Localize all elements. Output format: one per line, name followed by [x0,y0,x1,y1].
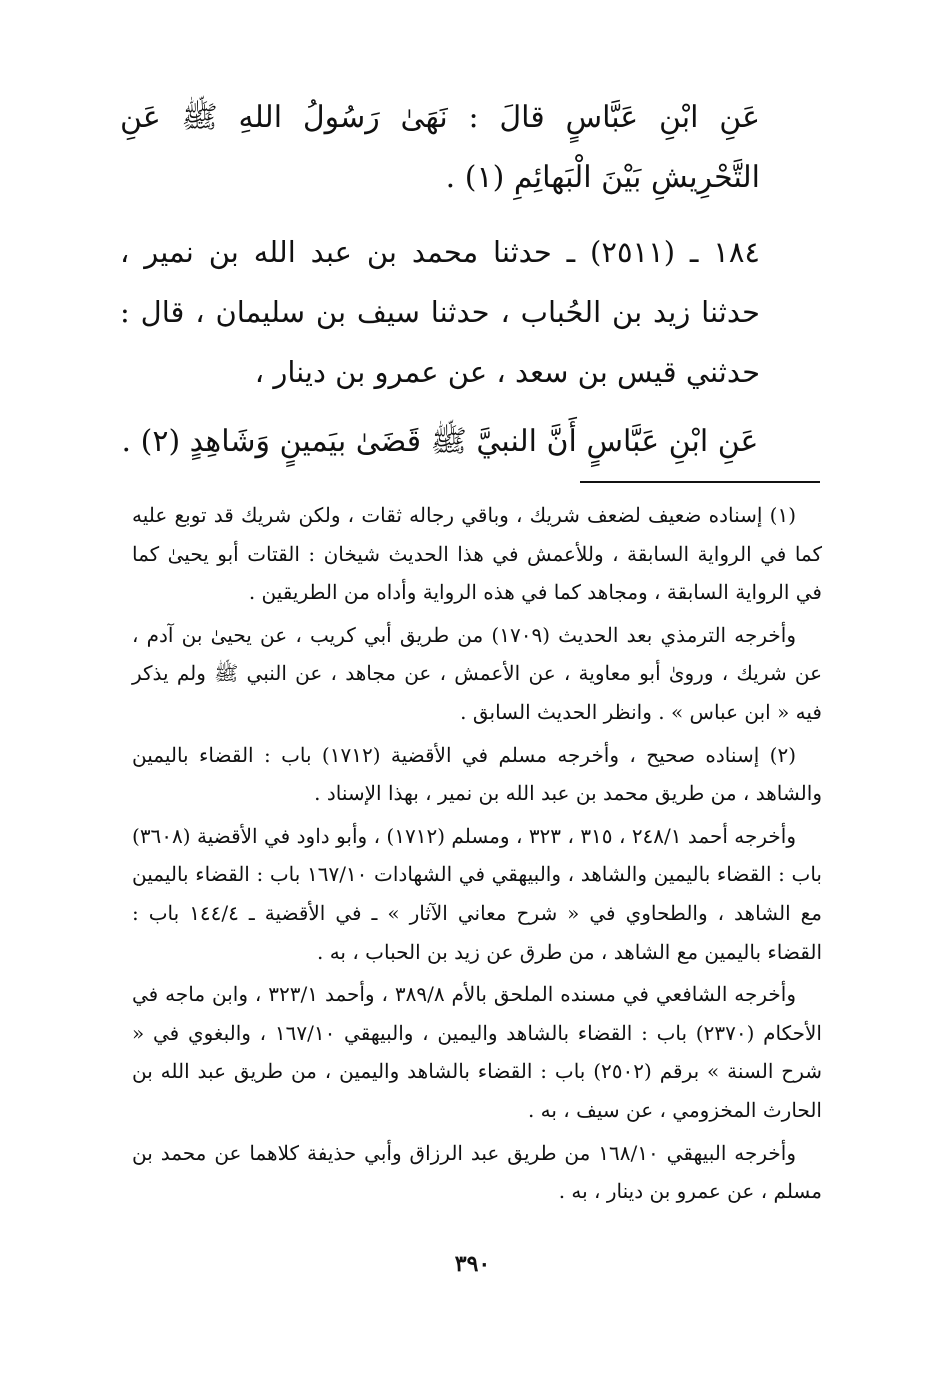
hadith-183-text: عَنِ ابْنِ عَبَّاسٍ قالَ : نَهَىٰ رَسُولُ اللهِ ﷺ عَنِ التَّحْرِيشِ بَيْنَ الْبَهائِمِ (١) . [120,100,760,195]
footnote-divider [580,481,820,483]
hadith-184-chain: ١٨٤ ـ (٢٥١١) ـ حدثنا محمد بن عبد الله بن نمير ، حدثنا زيد بن الحُباب ، حدثنا سيف بن سليمان ، قال : حدثني قيس بن سعد ، عن عمرو بن دينار ، [120,235,760,389]
footnote-2: (٢) إسناده صحيح ، وأخرجه مسلم في الأقضية (١٧١٢) باب : القضاء باليمين والشاهد ، من طريق محمد بن عبد الله بن نمير ، بهذا الإسناد . [132,742,822,806]
footnote-1-continued: وأخرجه الترمذي بعد الحديث (١٧٠٩) من طريق أبي كريب ، عن يحيىٰ بن آدم ، عن شريك ، ورویٰ أبو معاوية ، عن الأعمش ، عن مجاهد ، عن النبي ﷺ ولم يذكر فيه « ابن عباس » . وانظر الحديث السابق . [132,622,822,724]
footnote-2-paragraph-3: وأخرجه الشافعي في مسنده الملحق بالأم ٣٨٩/٨ ، وأحمد ٣٢٣/١ ، وابن ماجه في الأحكام (٢٣٧٠) باب : القضاء بالشاهد واليمين ، والبيهقي ١٦٧/١٠ ، والبغوي في « شرح السنة » برقم (٢٥٠٢) باب : القضاء بالشاهد واليمين ، من طريق عبد الله بن الحارث المخزومي ، عن سيف ، به . [132,982,822,1122]
main-text [120,88,760,472]
page-number: ٣٩٠ [454,1251,491,1277]
footnotes [132,496,822,1215]
footnote-2-paragraph-2: وأخرجه أحمد ٢٤٨/١ ، ٣١٥ ، ٣٢٣ ، ومسلم (١٧١٢) ، وأبو داود في الأقضية (٣٦٠٨) باب : القضاء باليمين والشاهد ، والبيهقي في الشهادات ١٦٧/١٠ باب : القضاء باليمين مع الشاهد ، والطحاوي في « شرح معاني الآثار » ـ في الأقضية ـ ١٤٤/٤ باب : القضاء باليمين مع الشاهد ، من طرق عن زيد بن الحباب ، به . [132,823,822,964]
footnote-1: (١) إسناده ضعيف لضعف شريك ، وباقي رجاله ثقات ، ولكن شريك قد توبع عليه كما في الرواية السابقة ، وللأعمش في هذا الحديث شيخان : القتات أبو يحيىٰ كما في الرواية السابقة ، ومجاهد كما في هذه الرواية وأداه من الطريقين . [132,503,822,605]
footnote-2-paragraph-4: وأخرجه البيهقي ١٦٨/١٠ من طريق عبد الرزاق وأبي حذيفة كلاهما عن محمد بن مسلم ، عن عمرو بن دينار ، به . [132,1140,822,1204]
hadith-184-text: عَنِ ابْنِ عَبَّاسٍ أَنَّ النبيَّ ﷺ قَضَىٰ بيَمينٍ وَشَاهِدٍ (٢) . [121,424,759,459]
